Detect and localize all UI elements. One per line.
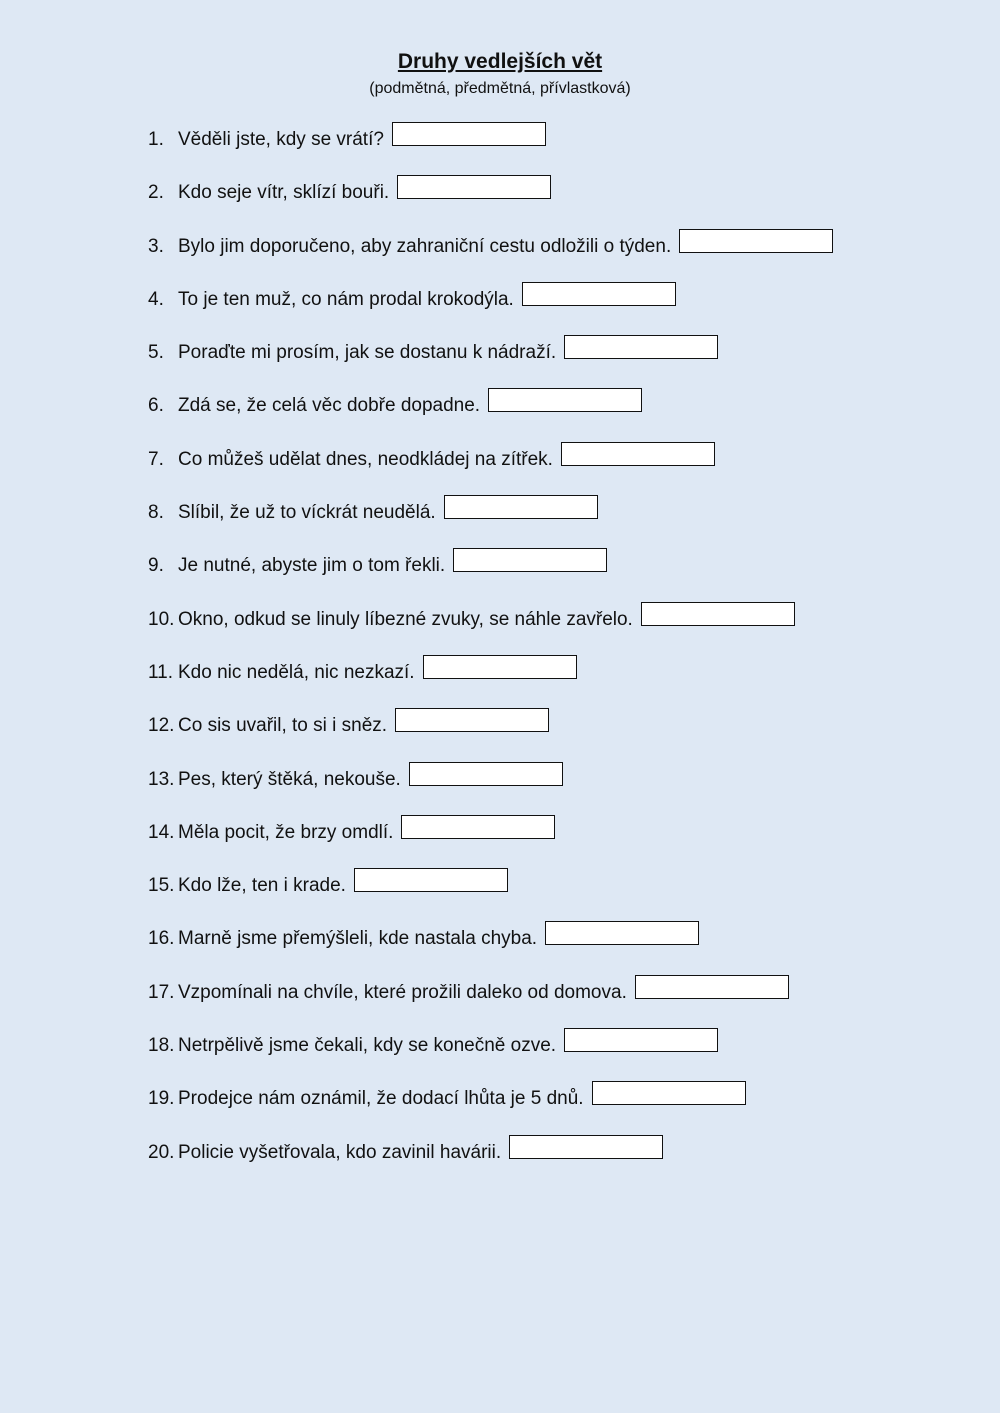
answer-box[interactable]: [453, 548, 607, 572]
question-item: [148, 602, 908, 655]
question-number: 10.: [148, 608, 175, 630]
question-number: 7.: [148, 448, 164, 470]
answer-box[interactable]: [392, 122, 546, 146]
question-number: 11.: [148, 661, 174, 683]
question-item: [148, 175, 908, 228]
question-text: Co sis uvařil, to si i sněz.: [178, 715, 388, 737]
question-item: [148, 868, 908, 921]
answer-box[interactable]: [522, 282, 676, 306]
question-text: Okno, odkud se linuly líbezné zvuky, se náhle zavřelo.: [178, 608, 633, 630]
answer-box[interactable]: [545, 921, 699, 945]
question-text: Marně jsme přemýšleli, kde nastala chyba.: [178, 928, 538, 950]
answer-box[interactable]: [395, 708, 549, 732]
answer-box[interactable]: [564, 1028, 718, 1052]
answer-box[interactable]: [397, 175, 551, 199]
question-text: Kdo seje vítr, sklízí bouři.: [178, 182, 390, 204]
question-number: 12.: [148, 715, 175, 737]
question-text: Co můžeš udělat dnes, neodkládej na zítřek.: [178, 448, 553, 470]
answer-box[interactable]: [635, 975, 789, 999]
question-text: Je nutné, abyste jim o tom řekli.: [178, 555, 446, 577]
question-item: [148, 388, 908, 441]
question-item: [148, 495, 908, 548]
question-item: [148, 548, 908, 601]
question-item: [148, 282, 908, 335]
question-number: 15.: [148, 875, 175, 897]
answer-box[interactable]: [561, 442, 715, 466]
question-number: 20.: [148, 1141, 175, 1163]
question-text: Věděli jste, kdy se vrátí?: [178, 129, 384, 150]
question-number: 8.: [148, 502, 164, 524]
answer-box[interactable]: [423, 655, 577, 679]
question-number: 5.: [148, 342, 164, 364]
answer-box[interactable]: [641, 602, 795, 626]
answer-box[interactable]: [354, 868, 508, 892]
question-list: [148, 122, 908, 1188]
question-number: 19.: [148, 1088, 175, 1110]
question-number: 1.: [148, 129, 164, 150]
question-text: Bylo jim doporučeno, aby zahraniční cestu odložili o týden.: [178, 235, 672, 257]
question-item: [148, 1135, 908, 1188]
question-item: [148, 762, 908, 815]
question-text: Netrpělivě jsme čekali, kdy se konečně ozve.: [178, 1035, 557, 1057]
worksheet-title: Druhy vedlejších vět: [397, 50, 603, 73]
answer-box[interactable]: [409, 762, 563, 786]
question-text: Měla pocit, že brzy omdlí.: [178, 821, 394, 843]
answer-box[interactable]: [592, 1081, 746, 1105]
question-number: 2.: [148, 182, 164, 204]
question-text: Pes, který štěká, nekouše.: [178, 768, 401, 790]
answer-box[interactable]: [444, 495, 598, 519]
question-number: 18.: [148, 1035, 175, 1057]
question-number: 9.: [148, 555, 164, 577]
answer-box[interactable]: [488, 388, 642, 412]
question-text: Zdá se, že celá věc dobře dopadne.: [178, 395, 481, 417]
question-number: 4.: [148, 288, 164, 310]
question-item: [148, 708, 908, 761]
question-number: 13.: [148, 768, 175, 790]
answer-box[interactable]: [509, 1135, 663, 1159]
question-text: Kdo lže, ten i krade.: [178, 875, 346, 897]
question-item: [148, 921, 908, 974]
answer-box[interactable]: [564, 335, 718, 359]
question-text: To je ten muž, co nám prodal krokodýla.: [178, 288, 514, 310]
answer-box[interactable]: [679, 229, 833, 253]
answer-box[interactable]: [401, 815, 555, 839]
question-text: Prodejce nám oznámil, že dodací lhůta je 5 dnů.: [178, 1088, 584, 1110]
question-item: [148, 655, 908, 708]
question-item: [148, 442, 908, 495]
question-number: 6.: [148, 395, 164, 417]
question-text: Policie vyšetřovala, kdo zavinil havárii.: [178, 1141, 502, 1163]
question-text: Kdo nic nedělá, nic nezkazí.: [178, 661, 415, 683]
question-text: Vzpomínali na chvíle, které prožili daleko od domova.: [178, 981, 627, 1003]
question-item: [148, 815, 908, 868]
question-item: [148, 229, 908, 282]
question-text: Slíbil, že už to víckrát neudělá.: [178, 502, 436, 524]
question-number: 14.: [148, 821, 175, 843]
question-item: [148, 975, 908, 1028]
question-number: 3.: [148, 235, 164, 257]
question-text: Poraďte mi prosím, jak se dostanu k nádraží.: [178, 342, 557, 364]
question-item: [148, 1081, 908, 1134]
question-number: 16.: [148, 928, 175, 950]
worksheet-subtitle: (podmětná, předmětná, přívlastková): [369, 80, 631, 97]
question-item: [148, 335, 908, 388]
question-item: [148, 122, 908, 175]
question-number: 17.: [148, 981, 175, 1003]
question-item: [148, 1028, 908, 1081]
